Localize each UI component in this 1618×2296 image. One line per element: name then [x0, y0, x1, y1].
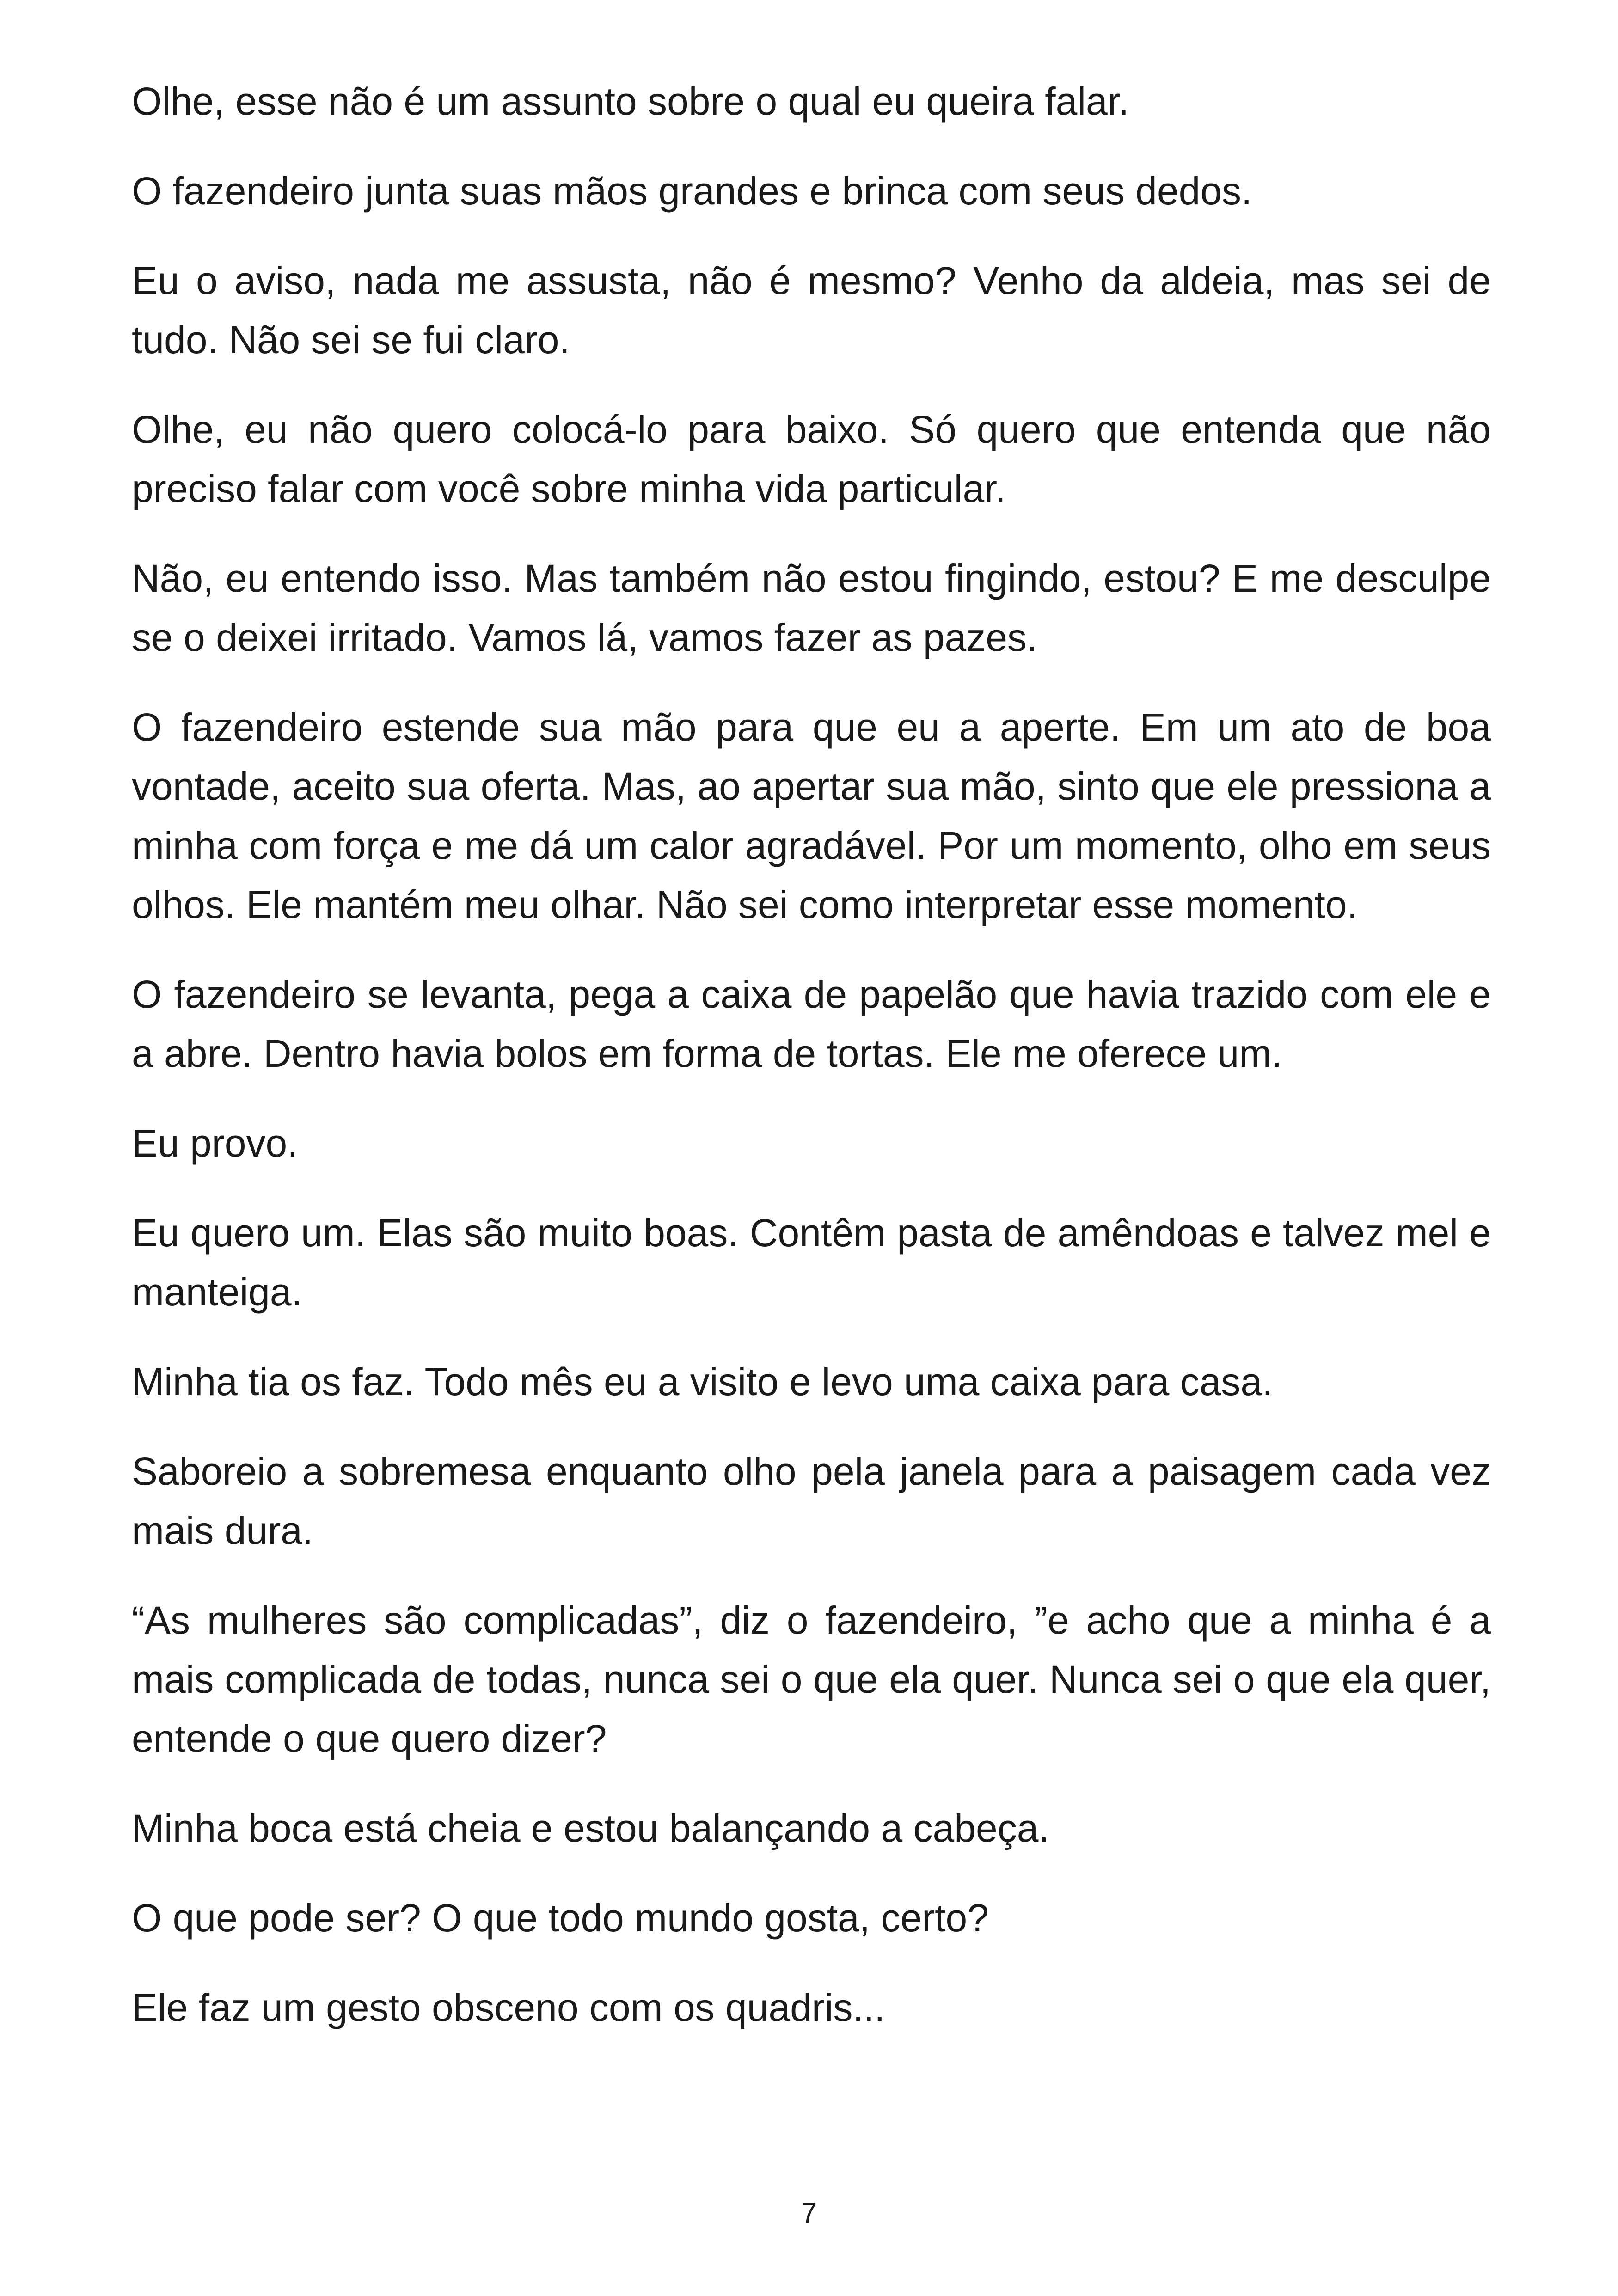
paragraph: O fazendeiro estende sua mão para que eu a aperte. Em um ato de boa vontade, aceito sua oferta. Mas, ao apertar sua mão, sinto que ele pressiona a minha com força e me dá um calor agradável. Por um momento, olho em seus olhos. Ele mantém meu olhar. Não sei como interpretar esse momento.	[132, 705, 1491, 926]
paragraph: Saboreio a sobremesa enquanto olho pela janela para a paisagem cada vez mais dura.	[132, 1450, 1491, 1552]
paragraph: Olhe, eu não quero colocá-lo para baixo. Só quero que entenda que não preciso falar com você sobre minha vida particular.	[132, 408, 1491, 510]
paragraph: Olhe, esse não é um assunto sobre o qual eu queira falar.	[132, 80, 1129, 123]
paragraph: O fazendeiro se levanta, pega a caixa de papelão que havia trazido com ele e a abre. Dentro havia bolos em forma de tortas. Ele me oferece um.	[132, 973, 1491, 1075]
paragraph: Eu provo.	[132, 1121, 298, 1165]
paragraph: Minha tia os faz. Todo mês eu a visito e levo uma caixa para casa.	[132, 1360, 1273, 1403]
page-number: 7	[801, 2197, 817, 2229]
paragraph: “As mulheres são complicadas”, diz o fazendeiro, ”e acho que a minha é a mais complicada de todas, nunca sei o que ela quer. Nunca sei o que ela quer, entende o que quero dizer?	[132, 1598, 1491, 1760]
paragraph: Minha boca está cheia e estou balançando a cabeça.	[132, 1806, 1049, 1850]
paragraph: Eu o aviso, nada me assusta, não é mesmo? Venho da aldeia, mas sei de tudo. Não sei se fui claro.	[132, 259, 1491, 361]
paragraph: O que pode ser? O que todo mundo gosta, certo?	[132, 1896, 989, 1940]
document-page	[132, 72, 1491, 2068]
paragraph: Eu quero um. Elas são muito boas. Contêm pasta de amêndoas e talvez mel e manteiga.	[132, 1211, 1491, 1314]
paragraph: O fazendeiro junta suas mãos grandes e brinca com seus dedos.	[132, 169, 1252, 213]
paragraph: Ele faz um gesto obsceno com os quadris...	[132, 1986, 885, 2029]
paragraph: Não, eu entendo isso. Mas também não estou fingindo, estou? E me desculpe se o deixei irritado. Vamos lá, vamos fazer as pazes.	[132, 557, 1491, 659]
